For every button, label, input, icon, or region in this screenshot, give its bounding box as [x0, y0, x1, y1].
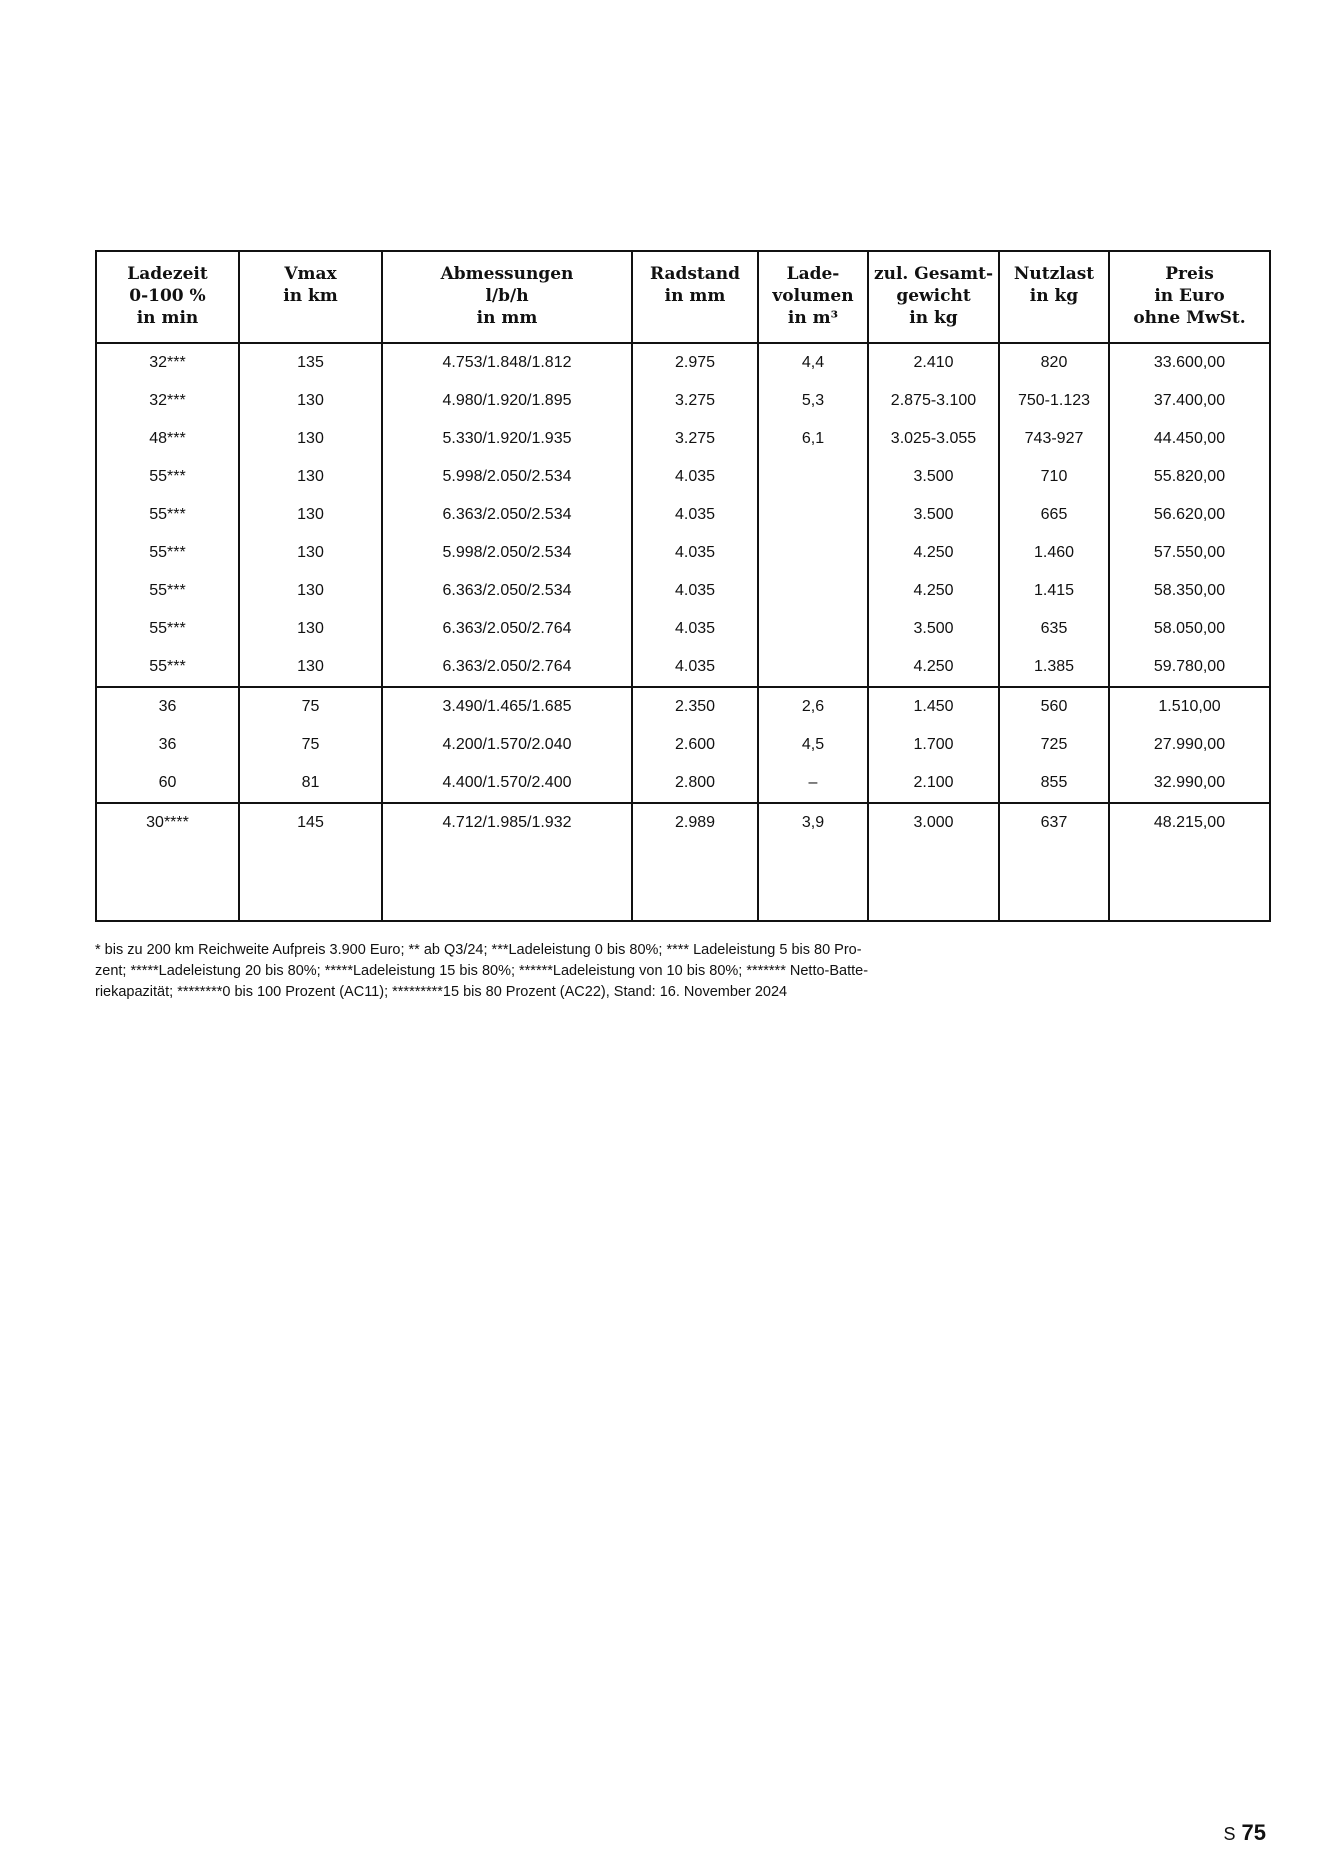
table-row — [96, 382, 1270, 420]
cell-nutzlast: 637 — [999, 803, 1109, 842]
header-radstand: Radstand in mm — [632, 251, 758, 343]
cell-vmax: 130 — [239, 496, 382, 534]
cell-ladevolumen — [758, 648, 868, 687]
cell-preis: 27.990,00 — [1109, 726, 1270, 764]
cell-ladezeit: 36 — [96, 726, 239, 764]
page-number-value: 75 — [1241, 1820, 1266, 1845]
cell-vmax: 130 — [239, 382, 382, 420]
cell-gesamtgewicht: 3.025-3.055 — [868, 420, 999, 458]
cell-abmessungen: 4.753/1.848/1.812 — [382, 343, 632, 382]
cell-radstand: 3.275 — [632, 382, 758, 420]
cell-ladezeit: 55*** — [96, 496, 239, 534]
cell-ladezeit: 55*** — [96, 572, 239, 610]
empty-row — [96, 842, 1270, 921]
cell-gesamtgewicht: 1.450 — [868, 687, 999, 726]
cell-preis: 57.550,00 — [1109, 534, 1270, 572]
cell-abmessungen: 6.363/2.050/2.764 — [382, 648, 632, 687]
cell-ladevolumen: 4,4 — [758, 343, 868, 382]
table-row — [96, 648, 1270, 687]
cell-vmax: 130 — [239, 458, 382, 496]
cell-ladezeit: 55*** — [96, 610, 239, 648]
cell-radstand: 4.035 — [632, 458, 758, 496]
cell-abmessungen: 4.980/1.920/1.895 — [382, 382, 632, 420]
cell-ladevolumen — [758, 572, 868, 610]
cell-vmax: 130 — [239, 648, 382, 687]
header-row — [96, 251, 1270, 343]
cell-ladezeit: 32*** — [96, 343, 239, 382]
cell-radstand: 4.035 — [632, 534, 758, 572]
cell-preis: 1.510,00 — [1109, 687, 1270, 726]
cell-abmessungen: 4.712/1.985/1.932 — [382, 803, 632, 842]
cell-nutzlast: 750-1.123 — [999, 382, 1109, 420]
cell-nutzlast: 855 — [999, 764, 1109, 803]
cell-nutzlast: 1.415 — [999, 572, 1109, 610]
cell-vmax: 130 — [239, 572, 382, 610]
cell-ladezeit: 48*** — [96, 420, 239, 458]
cell-radstand: 2.600 — [632, 726, 758, 764]
cell-ladevolumen: 4,5 — [758, 726, 868, 764]
cell-preis: 48.215,00 — [1109, 803, 1270, 842]
table-row — [96, 610, 1270, 648]
table-row — [96, 764, 1270, 803]
cell-nutzlast: 725 — [999, 726, 1109, 764]
cell-preis: 32.990,00 — [1109, 764, 1270, 803]
cell-gesamtgewicht: 1.700 — [868, 726, 999, 764]
cell-radstand: 2.350 — [632, 687, 758, 726]
cell-ladezeit: 55*** — [96, 458, 239, 496]
footnote: * bis zu 200 km Reichweite Aufpreis 3.900 Euro; ** ab Q3/24; ***Ladeleistung 0 bis 80%; **** Ladeleistung 5 bis 80 Pro- zent; *****Ladeleistung 20 bis 80%; *****Ladeleistung 15 bis 80%; ******Ladeleistung von 10 bis 80%; ******* Netto-Batte- riekapazität; ********0 bis 100 Prozent (AC11); *********15 bis 80 Prozent (AC22), Stand: 16. November 2024 — [95, 942, 869, 1000]
cell-radstand: 2.989 — [632, 803, 758, 842]
cell-gesamtgewicht: 3.000 — [868, 803, 999, 842]
page-number — [1224, 1820, 1267, 1846]
cell-ladezeit: 32*** — [96, 382, 239, 420]
page-prefix: S — [1223, 1824, 1236, 1844]
cell-gesamtgewicht: 2.100 — [868, 764, 999, 803]
cell-abmessungen: 6.363/2.050/2.534 — [382, 496, 632, 534]
cell-preis: 59.780,00 — [1109, 648, 1270, 687]
header-nutzlast: Nutzlast in kg — [999, 251, 1109, 343]
cell-preis: 44.450,00 — [1109, 420, 1270, 458]
cell-preis: 56.620,00 — [1109, 496, 1270, 534]
cell-nutzlast: 820 — [999, 343, 1109, 382]
cell-ladezeit: 55*** — [96, 534, 239, 572]
cell-nutzlast: 635 — [999, 610, 1109, 648]
cell-preis: 33.600,00 — [1109, 343, 1270, 382]
cell-abmessungen: 5.998/2.050/2.534 — [382, 458, 632, 496]
cell-nutzlast: 743-927 — [999, 420, 1109, 458]
table-row — [96, 420, 1270, 458]
cell-abmessungen: 5.998/2.050/2.534 — [382, 534, 632, 572]
cell-abmessungen: 4.200/1.570/2.040 — [382, 726, 632, 764]
cell-radstand: 3.275 — [632, 420, 758, 458]
table-row — [96, 803, 1270, 842]
cell-radstand: 2.975 — [632, 343, 758, 382]
cell-gesamtgewicht: 4.250 — [868, 572, 999, 610]
header-ladezeit: Ladezeit 0-100 % in min — [96, 251, 239, 343]
cell-vmax: 75 — [239, 726, 382, 764]
cell-vmax: 75 — [239, 687, 382, 726]
table-row — [96, 534, 1270, 572]
cell-abmessungen: 5.330/1.920/1.935 — [382, 420, 632, 458]
cell-gesamtgewicht: 2.875-3.100 — [868, 382, 999, 420]
cell-radstand: 4.035 — [632, 610, 758, 648]
cell-radstand: 4.035 — [632, 648, 758, 687]
cell-preis: 37.400,00 — [1109, 382, 1270, 420]
cell-abmessungen: 4.400/1.570/2.400 — [382, 764, 632, 803]
cell-ladezeit: 30**** — [96, 803, 239, 842]
cell-radstand: 4.035 — [632, 496, 758, 534]
cell-vmax: 130 — [239, 420, 382, 458]
cell-gesamtgewicht: 3.500 — [868, 496, 999, 534]
cell-nutzlast: 1.460 — [999, 534, 1109, 572]
cell-ladevolumen — [758, 458, 868, 496]
cell-gesamtgewicht: 4.250 — [868, 534, 999, 572]
cell-nutzlast: 1.385 — [999, 648, 1109, 687]
cell-ladevolumen — [758, 534, 868, 572]
header-ladevolumen: Lade- volumen in m³ — [758, 251, 868, 343]
cell-ladevolumen: 5,3 — [758, 382, 868, 420]
cell-gesamtgewicht: 2.410 — [868, 343, 999, 382]
cell-preis: 58.350,00 — [1109, 572, 1270, 610]
cell-gesamtgewicht: 3.500 — [868, 610, 999, 648]
header-gesamtgewicht: zul. Gesamt- gewicht in kg — [868, 251, 999, 343]
table-row — [96, 726, 1270, 764]
cell-radstand: 2.800 — [632, 764, 758, 803]
cell-preis: 58.050,00 — [1109, 610, 1270, 648]
cell-abmessungen: 6.363/2.050/2.764 — [382, 610, 632, 648]
cell-vmax: 145 — [239, 803, 382, 842]
cell-ladevolumen: 6,1 — [758, 420, 868, 458]
cell-radstand: 4.035 — [632, 572, 758, 610]
cell-preis: 55.820,00 — [1109, 458, 1270, 496]
table-row — [96, 687, 1270, 726]
cell-gesamtgewicht: 3.500 — [868, 458, 999, 496]
cell-gesamtgewicht: 4.250 — [868, 648, 999, 687]
table-row — [96, 458, 1270, 496]
header-preis: Preis in Euro ohne MwSt. — [1109, 251, 1270, 343]
cell-ladevolumen: 3,9 — [758, 803, 868, 842]
cell-ladezeit: 60 — [96, 764, 239, 803]
table-row — [96, 572, 1270, 610]
cell-ladevolumen — [758, 496, 868, 534]
cell-vmax: 135 — [239, 343, 382, 382]
cell-ladezeit: 36 — [96, 687, 239, 726]
cell-vmax: 130 — [239, 610, 382, 648]
header-abmessungen: Abmessungen l/b/h in mm — [382, 251, 632, 343]
cell-ladezeit: 55*** — [96, 648, 239, 687]
cell-nutzlast: 560 — [999, 687, 1109, 726]
table-row — [96, 343, 1270, 382]
cell-ladevolumen: 2,6 — [758, 687, 868, 726]
cell-ladevolumen — [758, 610, 868, 648]
cell-abmessungen: 3.490/1.465/1.685 — [382, 687, 632, 726]
cell-nutzlast: 665 — [999, 496, 1109, 534]
cell-vmax: 130 — [239, 534, 382, 572]
cell-abmessungen: 6.363/2.050/2.534 — [382, 572, 632, 610]
cell-nutzlast: 710 — [999, 458, 1109, 496]
cell-vmax: 81 — [239, 764, 382, 803]
table-row — [96, 496, 1270, 534]
spec-table — [95, 250, 1271, 922]
cell-ladevolumen: – — [758, 764, 868, 803]
header-vmax: Vmax in km — [239, 251, 382, 343]
